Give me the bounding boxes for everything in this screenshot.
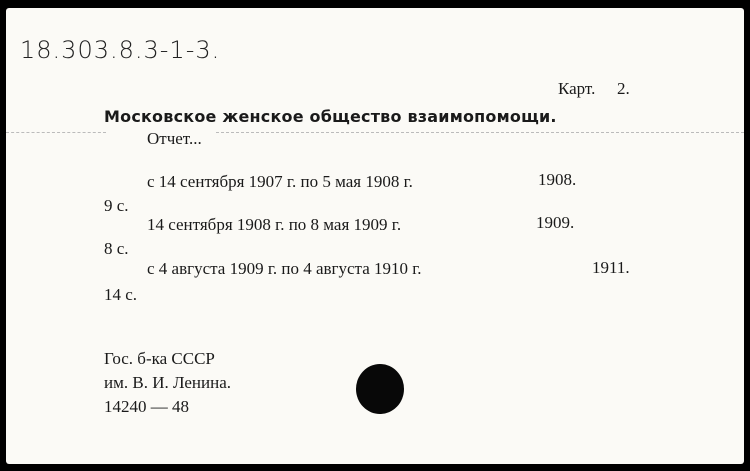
entry-pages: 14 с.	[104, 285, 138, 304]
library-dedication: им. В. И. Ленина.	[104, 373, 232, 392]
guide-line	[216, 132, 744, 133]
catalog-card	[6, 8, 744, 464]
library-name: Гос. б-ка СССР	[104, 349, 215, 368]
print-number: 14240 — 48	[104, 397, 189, 416]
entry-period: 14 сентября 1908 г. по 8 мая 1909 г.	[147, 215, 402, 234]
entry-pages: 8 с.	[104, 239, 129, 258]
call-number: 18.303.8.3-1-3.	[20, 36, 221, 64]
entry-year: 1909.	[536, 213, 575, 232]
card-label: Карт.	[558, 79, 596, 98]
entry-pages: 9 с.	[104, 196, 129, 215]
punch-hole	[356, 364, 404, 414]
card-title: Московское женское общество взаимопомощи.	[104, 107, 557, 126]
card-number: 2.	[617, 79, 630, 98]
entry-period: с 4 августа 1909 г. по 4 августа 1910 г.	[147, 259, 422, 278]
entry-period: с 14 сентября 1907 г. по 5 мая 1908 г.	[147, 172, 413, 191]
entry-year: 1911.	[592, 258, 630, 277]
guide-line	[6, 132, 106, 133]
entry-year: 1908.	[538, 170, 577, 189]
card-subtitle: Отчет...	[147, 129, 202, 148]
